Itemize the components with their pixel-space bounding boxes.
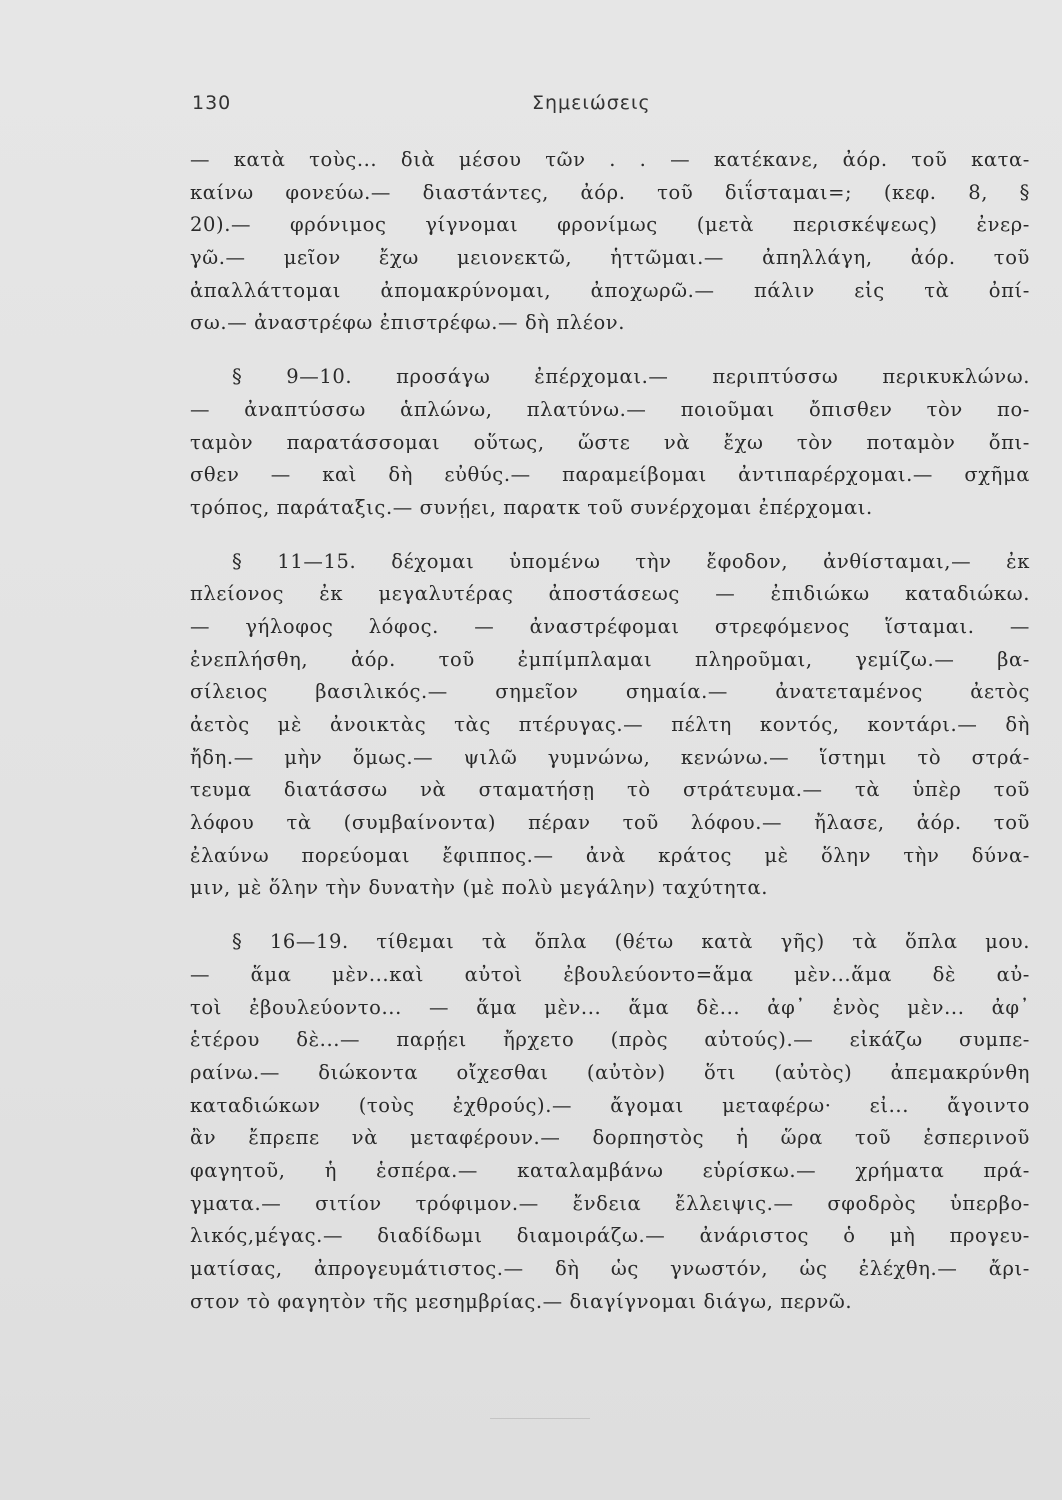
text-line: § 16—19. τίθεμαι τὰ ὅπλα (θέτω κατὰ γῆς) τὰ ὅπλα μου.	[232, 930, 1030, 954]
text-line: σίλειος βασιλικός.— σημεῖον σημαία.— ἀνατεταμένος ἀετὸς	[190, 680, 1030, 704]
text-line: σω.— ἀναστρέφω ἐπιστρέφω.— δὴ πλέον.	[190, 311, 626, 335]
text-line: πλείονος ἐκ μεγαλυτέρας ἀποστάσεως — ἐπιδιώκω καταδιώκω.	[190, 582, 1030, 606]
text-line: τευμα διατάσσω νὰ σταματήσῃ τὸ στράτευμα.— τὰ ὑπὲρ τοῦ	[190, 778, 1030, 802]
text-line: μιν, μὲ ὅλην τὴν δυνατὴν (μὲ πολὺ μεγάλην) ταχύτητα.	[190, 876, 769, 900]
text-line: 20).— φρόνιμος γίγνομαι φρονίμως (μετὰ περισκέψεως) ἐνερ-	[190, 213, 1030, 237]
text-line: § 11—15. δέχομαι ὑπομένω τὴν ἔφοδον, ἀνθίσταμαι,— ἐκ	[232, 549, 1030, 573]
text-line: § 9—10. προσάγω ἐπέρχομαι.— περιπτύσσω περικυκλώνω.	[232, 365, 1030, 389]
text-line: τοὶ ἐβουλεύοντο... — ἅμα μὲν... ἅμα δὲ... ἀφ᾽ ἑνὸς μὲν... ἀφ᾽	[190, 995, 1030, 1019]
text-line: ἀπαλλάττομαι ἀπομακρύνομαι, ἀποχωρῶ.— πάλιν εἰς τὰ ὀπί-	[190, 278, 1030, 302]
text-line: ματίσας, ἀπρογευμάτιστος.— δὴ ὡς γνωστόν, ὡς ἐλέχθη.— ἄρι-	[190, 1257, 1030, 1280]
text-line: ἑτέρου δὲ...— παρῄει ἤρχετο (πρὸς αὐτούς).— εἰκάζω συμπε-	[190, 1028, 1030, 1052]
text-line: ταμὸν παρατάσσομαι οὕτως, ὥστε νὰ ἔχω τὸν ποταμὸν ὄπι-	[190, 430, 1030, 454]
notes-body	[190, 144, 1030, 1318]
text-line: λικός,μέγας.— διαδίδωμι διαμοιράζω.— ἀνάριστος ὁ μὴ προγευ-	[190, 1224, 1030, 1248]
text-line: λόφου τὰ (συμβαίνοντα) πέραν τοῦ λόφου.— ἤλασε, ἀόρ. τοῦ	[190, 811, 1030, 835]
text-line: ραίνω.— διώκοντα οἴχεσθαι (αὐτὸν) ὅτι (αὐτὸς) ἀπεμακρύνθη	[190, 1060, 1030, 1084]
text-line: σθεν — καὶ δὴ εὐθύς.— παραμείβομαι ἀντιπαρέρχομαι.— σχῆμα	[190, 463, 1030, 487]
text-line: — ἅμα μὲν...καὶ αὐτοὶ ἐβουλεύοντο=ἅμα μὲν...ἅμα δὲ αὐ-	[190, 962, 1030, 986]
text-line: στον τὸ φαγητὸν τῆς μεσημβρίας.— διαγίγνομαι διάγω, περνῶ.	[190, 1289, 853, 1313]
text-line: ἐλαύνω πορεύομαι ἔφιππος.— ἀνὰ κράτος μὲ ὅλην τὴν δύνα-	[190, 843, 1030, 867]
text-line: — κατὰ τοὺς... διὰ μέσου τῶν . . — κατέκανε, ἀόρ. τοῦ κατα-	[190, 148, 1030, 171]
text-line: καίνω φονεύω.— διαστάντες, ἀόρ. τοῦ διΐσταμαι=; (κεφ. 8, §	[190, 180, 1030, 204]
text-line: φαγητοῦ, ἡ ἑσπέρα.— καταλαμβάνω εὑρίσκω.— χρήματα πρά-	[190, 1158, 1030, 1182]
text-line: ἐνεπλήσθη, ἀόρ. τοῦ ἐμπίμπλαμαι πληροῦμαι, γεμίζω.— βα-	[190, 647, 1030, 671]
text-line: γῶ.— μεῖον ἔχω μειονεκτῶ, ἡττῶμαι.— ἀπηλλάγη, ἀόρ. τοῦ	[190, 246, 1030, 270]
note-paragraph	[190, 926, 1030, 1318]
text-line: γματα.— σιτίον τρόφιμον.— ἔνδεια ἔλλειψις.— σφοδρὸς ὑπερβο-	[190, 1191, 1030, 1215]
page-header	[192, 92, 1032, 122]
note-paragraph	[190, 361, 1030, 524]
text-line: — γήλοφος λόφος. — ἀναστρέφομαι στρεφόμενος ἵσταμαι. —	[190, 614, 1030, 638]
text-line: καταδιώκων (τοὺς ἐχθρούς).— ἄγομαι μεταφέρω· εἰ... ἄγοιντο	[190, 1093, 1030, 1117]
page-number: 130	[192, 92, 232, 114]
bottom-rule	[490, 1418, 590, 1419]
text-line: ἤδη.— μὴν ὅμως.— ψιλῶ γυμνώνω, κενώνω.— ἵστημι τὸ στρά-	[190, 745, 1030, 769]
note-paragraph	[190, 144, 1030, 340]
running-title: Σημειώσεις	[532, 92, 651, 114]
text-line: — ἀναπτύσσω ἁπλώνω, πλατύνω.— ποιοῦμαι ὄπισθεν τὸν πο-	[190, 397, 1030, 421]
note-paragraph	[190, 546, 1030, 906]
text-line: ἀετὸς μὲ ἀνοικτὰς τὰς πτέρυγας.— πέλτη κοντός, κοντάρι.— δὴ	[190, 713, 1030, 736]
text-line: τρόπος, παράταξις.— συνῄει, παρατκ τοῦ συνέρχομαι ἐπέρχομαι.	[190, 495, 873, 519]
text-line: ἂν ἔπρεπε νὰ μεταφέρουν.— δορπηστὸς ἡ ὥρα τοῦ ἑσπερινοῦ	[190, 1126, 1030, 1150]
